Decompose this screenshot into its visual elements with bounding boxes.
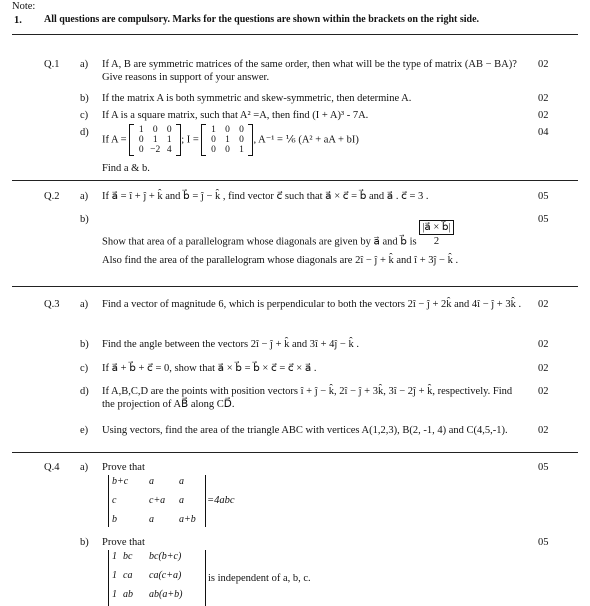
matrix-a-cell: 0	[138, 135, 144, 145]
q2b-label: b)	[80, 214, 89, 225]
q3c-marks: 02	[538, 363, 549, 374]
matrix-i-cell: 1	[211, 125, 216, 135]
matrix-a-cell: 4	[166, 145, 172, 155]
q4a-det-cell: a+b	[179, 514, 196, 525]
q3d-marks: 02	[538, 386, 549, 397]
instruction-number: 1.	[14, 15, 22, 26]
q4a-text: Prove that	[102, 462, 145, 473]
divider-top	[12, 34, 578, 35]
matrix-i-cell: 0	[225, 125, 230, 135]
matrix-i-cell: 0	[239, 125, 244, 135]
q2a-label: a)	[80, 191, 89, 202]
q3c-label: c)	[80, 363, 89, 374]
q1d-marks: 04	[538, 127, 549, 138]
q1c-text: If A is a square matrix, such that A² =A, then find (I + A)³ - 7A.	[102, 110, 369, 121]
q1d-equation	[102, 124, 532, 156]
q2b-frac-num: |a⃗ × b⃗|	[419, 220, 453, 235]
q3c-text: If a⃗ + b⃗ + c⃗ = 0, show that a⃗ × b⃗ = b⃗ × c⃗ = c⃗ × a⃗ .	[102, 363, 317, 374]
instruction-text: All questions are compulsory. Marks for the questions are shown within the brackets on the right side.	[44, 14, 480, 25]
q1a-label: a)	[80, 59, 89, 70]
q4a-det-cell: a	[149, 514, 154, 525]
q1d-find: Find a & b.	[102, 163, 150, 174]
q4a-determinant	[108, 475, 206, 527]
q2b-frac-den: 2	[433, 236, 440, 248]
q2b-text2: Also find the area of the parallelogram whose diagonals are 2î − ĵ + k̂ and î + 3ĵ − k̂ .	[102, 255, 459, 266]
matrix-a	[129, 124, 181, 156]
q4b-rhs: is independent of a, b, c.	[208, 573, 311, 584]
q2a-marks: 05	[538, 191, 549, 202]
q4b-det-cell: bc(b+c)	[149, 551, 182, 562]
q4b-label: b)	[80, 537, 89, 548]
q4b-marks: 05	[538, 537, 549, 548]
q4b-det-cell: ca(c+a)	[149, 570, 182, 581]
q3e-label: e)	[80, 425, 89, 436]
matrix-i-cell: 0	[225, 145, 230, 155]
matrix-i-cell: 0	[239, 135, 244, 145]
q4a-det-cell: b+c	[112, 476, 129, 487]
q3a-marks: 02	[538, 299, 549, 310]
q2b-marks: 05	[538, 214, 549, 225]
q1c-label: c)	[80, 110, 89, 121]
q4b-det-cell: bc	[123, 551, 133, 562]
q4-number: Q.4	[44, 462, 60, 473]
q3e-marks: 02	[538, 425, 549, 436]
q1b-label: b)	[80, 93, 89, 104]
matrix-a-cell: 1	[138, 125, 144, 135]
q1d-label: d)	[80, 127, 89, 138]
q4a-det-cell: a	[149, 476, 154, 487]
q3b-marks: 02	[538, 339, 549, 350]
q4b-determinant	[108, 550, 206, 606]
q4b-det-cell: 1	[112, 589, 117, 600]
q1-number: Q.1	[44, 59, 60, 70]
q4a-label: a)	[80, 462, 89, 473]
matrix-i-cell: 0	[211, 145, 216, 155]
q1a-text: If A, B are symmetric matrices of the same order, then what will be the type of matrix (AB − BA)? Give reasons in support of your answer.	[102, 59, 517, 84]
q1b-marks: 02	[538, 93, 549, 104]
q4a-rhs: =4abc	[207, 495, 235, 506]
q4b-det-cell: ab	[123, 589, 133, 600]
q1d-mid: ; I =	[181, 134, 199, 146]
q2b-fraction	[419, 220, 453, 248]
top-note: Note:	[12, 1, 36, 12]
q3a-text: Find a vector of magnitude 6, which is perpendicular to both the vectors 2î − ĵ + 2k̂ and 4î − ĵ + 3k̂ .	[102, 299, 522, 310]
matrix-i-cell: 1	[225, 135, 230, 145]
q1d-suffix: , A⁻¹ = ⅙ (A² + aA + bI)	[253, 134, 359, 146]
q1b-text: If the matrix A is both symmetric and skew-symmetric, then determine A.	[102, 93, 412, 104]
q4b-text: Prove that	[102, 537, 145, 548]
q3a-label: a)	[80, 299, 89, 310]
matrix-a-cell: −2	[150, 145, 161, 155]
q4a-det-cell: c	[112, 495, 117, 506]
matrix-a-cell: 0	[152, 125, 158, 135]
q1d-prefix: If A =	[102, 134, 127, 146]
q4b-det-cell: 1	[112, 570, 117, 581]
q4a-det-cell: c+a	[149, 495, 166, 506]
matrix-a-cell: 0	[166, 125, 172, 135]
q3d-text: If A,B,C,D are the points with position vectors î + ĵ − k̂, 2î − ĵ + 3k̂, 3î − 2ĵ + k̂, respectively. Find the projection of AB⃗ along CD⃗.	[102, 386, 513, 411]
q3b-label: b)	[80, 339, 89, 350]
matrix-i	[201, 124, 253, 156]
q4a-det-cell: a	[179, 476, 184, 487]
q1a-marks: 02	[538, 59, 549, 70]
matrix-i-cell: 0	[211, 135, 216, 145]
q4b-det-cell: 1	[112, 551, 117, 562]
q4b-det-cell: ab(a+b)	[149, 589, 183, 600]
q4a-marks: 05	[538, 462, 549, 473]
q4b-det-cell: ca	[123, 570, 133, 581]
divider-q1	[12, 180, 578, 181]
q3e-text: Using vectors, find the area of the triangle ABC with vertices A(1,2,3), B(2, -1, 4) and C(4,5,-1).	[102, 425, 508, 436]
q4a-det-cell: a	[179, 495, 184, 506]
q2-number: Q.2	[44, 191, 60, 202]
q3-number: Q.3	[44, 299, 60, 310]
q4a-det-cell: b	[112, 514, 117, 525]
q3d-label: d)	[80, 386, 89, 397]
divider-q3	[12, 452, 578, 453]
q3b-text: Find the angle between the vectors 2î − ĵ + k̂ and 3î + 4ĵ − k̂ .	[102, 339, 359, 350]
matrix-a-cell: 0	[138, 145, 144, 155]
matrix-a-cell: 1	[152, 135, 158, 145]
divider-q2	[12, 286, 578, 287]
matrix-a-cell: 1	[166, 135, 172, 145]
q2a-text: If a⃗ = î + ĵ + k̂ and b⃗ = ĵ − k̂ , find vector c⃗ such that a⃗ × c⃗ = b⃗ and a⃗ . c⃗ = 3 .	[102, 191, 429, 202]
matrix-i-cell: 1	[239, 145, 244, 155]
q1c-marks: 02	[538, 110, 549, 121]
q2b-statement: Show that area of a parallelogram whose diagonals are given by a⃗ and b⃗ is	[102, 236, 417, 248]
